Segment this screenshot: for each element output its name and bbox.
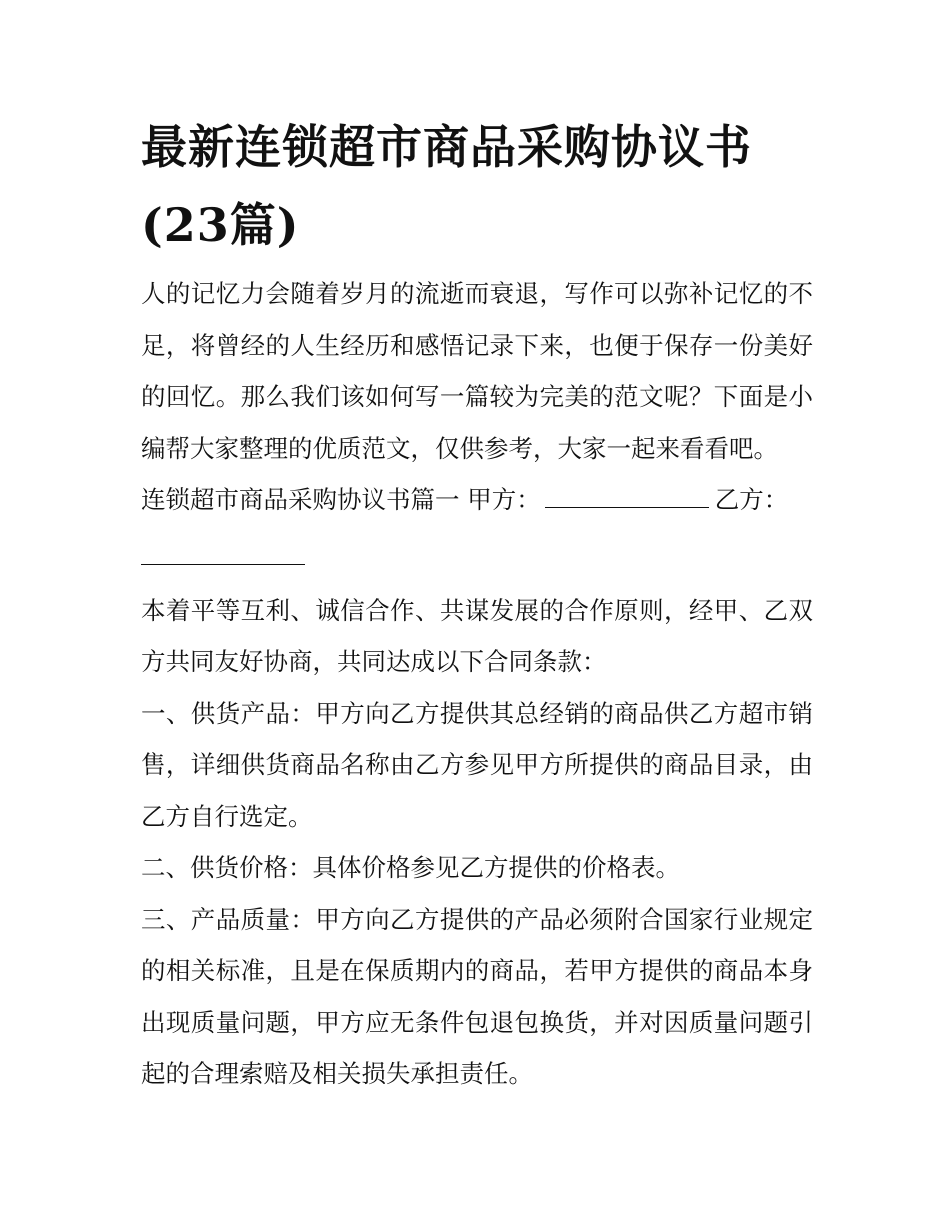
party-b-blank [141, 544, 305, 565]
section-heading: 连锁超市商品采购协议书篇一 [141, 485, 460, 514]
clause-paragraph: 一、供货产品：甲方向乙方提供其总经销的商品供乙方超市销售，详细供货商品名称由乙方参见甲方所提供的商品目录，由乙方自行选定。 [141, 698, 813, 831]
parties-line [141, 474, 813, 526]
document-body [141, 268, 813, 1100]
party-b-label: 乙方： [714, 485, 789, 514]
document-page [141, 108, 813, 1100]
party-a-label: 甲方： [467, 485, 541, 514]
clause-paragraph: 本着平等互利、诚信合作、共谋发展的合作原则，经甲、乙双方共同友好协商，共同达成以下合同条款： [141, 595, 813, 676]
clause-paragraph: 三、产品质量：甲方向乙方提供的产品必须附合国家行业规定的相关标准，且是在保质期内的商品，若甲方提供的商品本身出现质量问题，甲方应无条件包退包换货，并对因质量问题引起的合理索赔及相关损失承担责任。 [141, 904, 813, 1088]
party-a-blank [545, 487, 709, 508]
clause-paragraph: 二、供货价格：具体价格参见乙方提供的价格表。 [141, 853, 680, 882]
intro-paragraph: 人的记忆力会随着岁月的流逝而衰退，写作可以弥补记忆的不足，将曾经的人生经历和感悟记录下来，也便于保存一份美好的回忆。那么我们该如何写一篇较为完美的范文呢？下面是小编帮大家整理的优质范文，仅供参考，大家一起来看看吧。 [141, 279, 813, 463]
document-title: 最新连锁超市商品采购协议书(23篇) [141, 120, 752, 252]
